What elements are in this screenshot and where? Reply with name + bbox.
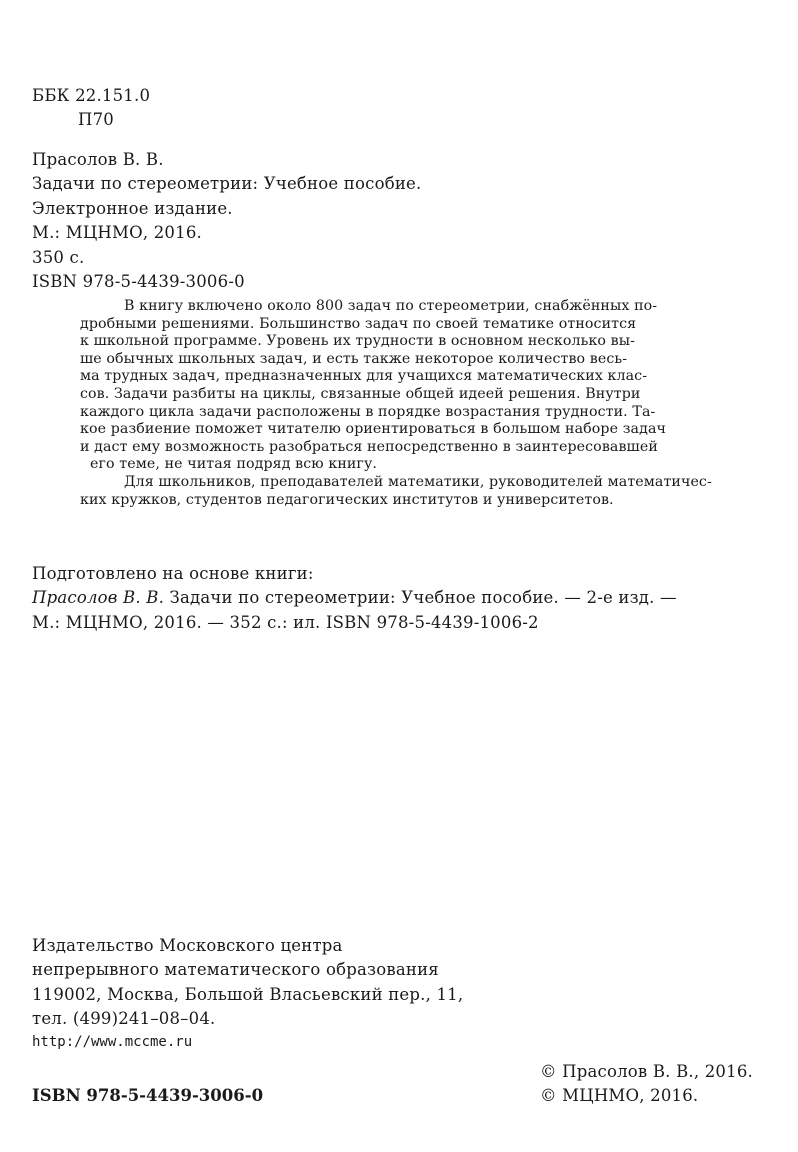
abstract-line: к школьной программе. Уровень их трудности в основном несколько вы- <box>80 333 636 350</box>
abstract-line: кое разбиение поможет читателю ориентироваться в большом наборе задач <box>80 421 666 438</box>
copyright-publisher: © МЦНМО, 2016. <box>540 1086 699 1106</box>
publisher-info <box>32 936 463 1058</box>
book-edition: Электронное издание. <box>32 198 233 218</box>
audience-line: Для школьников, преподавателей математики, руководителей математичес- <box>124 473 712 490</box>
book-publisher: М.: МЦНМО, 2016. <box>32 223 202 243</box>
publisher-address: 119002, Москва, Большой Власьевский пер., 11, <box>32 984 464 1004</box>
author-mark: П70 <box>78 110 114 129</box>
audience-line: ких кружков, студентов педагогических институтов и университетов. <box>80 491 614 508</box>
book-author: Прасолов В. В. <box>32 150 164 169</box>
source-heading: Подготовлено на основе книги: <box>32 564 314 583</box>
abstract-line: ма трудных задач, предназначенных для учащихся математических клас- <box>80 368 648 385</box>
classification-block <box>32 86 150 134</box>
source-author: Прасолов В. В. <box>32 588 165 608</box>
source-citation-line2: М.: МЦНМО, 2016. — 352 с.: ил. ISBN 978-5-4439-1006-2 <box>32 612 539 632</box>
source-citation-line1 <box>32 588 677 612</box>
publisher-phone: тел. (499)241–08–04. <box>32 1009 216 1029</box>
publisher-name-line2: непрерывного математического образования <box>32 960 439 980</box>
source-title: Задачи по стереометрии: Учебное пособие. — 2-е изд. — <box>164 588 677 608</box>
book-pages: 350 с. <box>32 247 85 267</box>
book-metadata <box>32 150 421 296</box>
abstract-line: его теме, не читая подряд всю книгу. <box>90 456 378 473</box>
publisher-url[interactable]: http://www.mccme.ru <box>32 1033 193 1050</box>
copyright-author: © Прасолов В. В., 2016. <box>540 1062 753 1081</box>
source-reference <box>32 564 677 637</box>
bbk-code: ББК 22.151.0 <box>32 86 151 105</box>
copyright-block <box>540 1062 753 1111</box>
abstract-line: каждого цикла задачи расположены в порядке возрастания трудности. Та- <box>80 403 656 420</box>
book-title: Задачи по стереометрии: Учебное пособие. <box>32 174 422 194</box>
abstract-line: В книгу включено около 800 задач по стереометрии, снабжённых по- <box>124 298 658 314</box>
publisher-name-line1: Издательство Московского центра <box>32 936 343 955</box>
abstract-line: сов. Задачи разбиты на циклы, связанные общей идеей решения. Внутри <box>80 385 641 402</box>
book-isbn: ISBN 978-5-4439-3006-0 <box>32 271 245 291</box>
abstract <box>80 298 750 509</box>
footer-isbn: ISBN 978-5-4439-3006-0 <box>32 1086 264 1105</box>
abstract-line: ше обычных школьных задач, и есть также некоторое количество весь- <box>80 350 628 367</box>
abstract-line: и даст ему возможность разобраться непосредственно в заинтересовавшей <box>80 438 658 455</box>
abstract-line: дробными решениями. Большинство задач по своей тематике относится <box>80 315 637 332</box>
